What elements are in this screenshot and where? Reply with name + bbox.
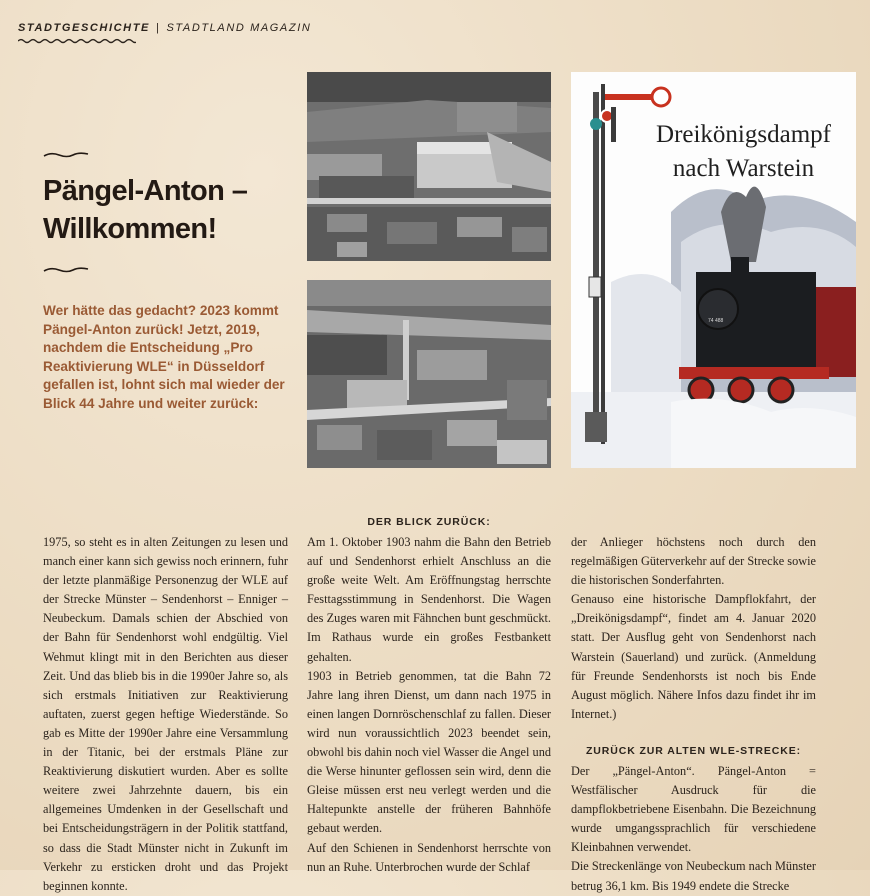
running-header	[18, 22, 311, 34]
body-column-3	[571, 533, 816, 896]
col2-paragraph-1: Am 1. Oktober 1903 nahm die Bahn den Betrieb auf und Sendenhorst erhielt Anschluss an die große weite Welt. Am Eröffnungstag herrschte Festtagsstimmung in Sendenhorst. Die Wagen des Zuges waren mit Fähnchen bunt geschmückt. Im Rathaus wurde ein großes Festbankett gehalten.	[307, 535, 551, 664]
aerial-photo-2	[307, 280, 551, 468]
title-wave-top	[43, 151, 89, 159]
title-line-2: Willkommen!	[43, 213, 217, 245]
column-spacer	[571, 724, 816, 743]
section-heading-blick-zurueck: DER BLICK ZURÜCK:	[367, 516, 491, 528]
col3-paragraph-3: Der „Pängel-Anton“. Pängel-Anton = Westfälischer Ausdruck für die dampflokbetriebene Eisenbahn. Die Bezeichnung wurde umgangssprachlich für verschiedene Kleinbahnen verwendet.	[571, 763, 816, 855]
event-poster	[571, 72, 856, 468]
col3-paragraph-1: der Anlieger höchstens noch durch den regelmäßigen Güterverkehr auf der Strecke sowie die historischen Sonderfahrten.	[571, 535, 816, 588]
poster-title-line-2: nach Warstein	[672, 155, 815, 182]
col3-paragraph-4: Die Streckenlänge von Neubeckum nach Münster betrug 36,1 km. Bis 1949 endete die Strecke	[571, 859, 816, 893]
col2-paragraph-2: 1903 in Betrieb genommen, tat die Bahn 72 Jahre lang ihren Dienst, um dann nach 1975 in einen langen Dornröschenschlaf zu fallen. Dieser wird nun voraussichtlich 2023 beendet sein, obwohl bis dahin noch viel Wasser die Angel und die Werse hinunter geflossen sein wird, denn die Gleise müssen erst neu verlegt werden und die Haltepunkte anstelle der früheren Bahnhöfe gebaut werden.	[307, 668, 551, 836]
poster-title	[631, 118, 856, 186]
body-column-1	[43, 533, 288, 896]
col1-paragraph: 1975, so steht es in alten Zeitungen zu lesen und manch einer kann sich gewiss noch erinnern, fuhr der letzte planmäßige Personenzug der WLE auf der Strecke Münster – Sendenhorst – Enniger – Neubeckum. Damals schien der Abschied von der Bahn für Sendenhorst wohl endgültig. Viel Wehmut klingt mit in den Berichten aus dieser Zeit. Und das blieb bis in die 1990er Jahre so, als sich erstmals Initiativen zur Reaktivierung auftaten, zuerst gegen heftige Wiederstände. So gab es Mitte der 1990er Jahre eine Versammlung in der Titanic, bei der erstmals Pläne zur Reaktivierung diskutiert wurden. Aber es sollte weitere zwei Jahrzehnte dauern, bis ein allgemeines Umdenken in der Gesellschaft und bei Entscheidungsträgern in der Politik stattfand, so dass die Stadt Münster nicht in Zukunft im Verkehr zu ersticken droht und das Projekt beginnen konnte.	[43, 535, 288, 893]
title-wave-bottom	[43, 266, 89, 274]
aerial-photo-1	[307, 72, 551, 261]
section-heading-wle-strecke: ZURÜCK ZUR ALTEN WLE-STRECKE:	[585, 744, 802, 757]
article-title	[43, 172, 293, 248]
col2-paragraph-3: Auf den Schienen in Sendenhorst herrschte von nun an Ruhe. Unterbrochen wurde der Schlaf	[307, 840, 551, 874]
article-lead: Wer hätte das gedacht? 2023 kommt Pängel-Anton zurück! Jetzt, 2019, nachdem die Entscheidung „Pro Reaktivierung WLE“ in Düsseldorf gefallen ist, lohnt sich mal wieder der Blick 44 Jahre und weiter zurück:	[43, 303, 285, 411]
col3-paragraph-2: Genauso eine historische Dampflokfahrt, der „Dreikönigsdampf“, findet am 4. Januar 2020 statt. Der Ausflug geht von Sendenhorst nach Warstein (Sauerland) und zurück. (Anmeldung für Freunde Sendenhorsts ist noch bis Ende August möglich. Nähere Infos dazu findet ihr im Internet.)	[571, 592, 816, 721]
poster-title-line-1: Dreikönigsdampf	[656, 121, 831, 148]
body-column-2	[307, 514, 551, 877]
loco-number-plate: 74 488	[708, 318, 724, 324]
section-label: STADTGESCHICHTE	[18, 22, 150, 34]
magazine-name: STADTLAND MAGAZIN	[166, 22, 312, 34]
title-line-1: Pängel-Anton –	[43, 175, 248, 207]
header-wave-ornament	[18, 38, 136, 44]
header-separator: |	[155, 22, 161, 34]
